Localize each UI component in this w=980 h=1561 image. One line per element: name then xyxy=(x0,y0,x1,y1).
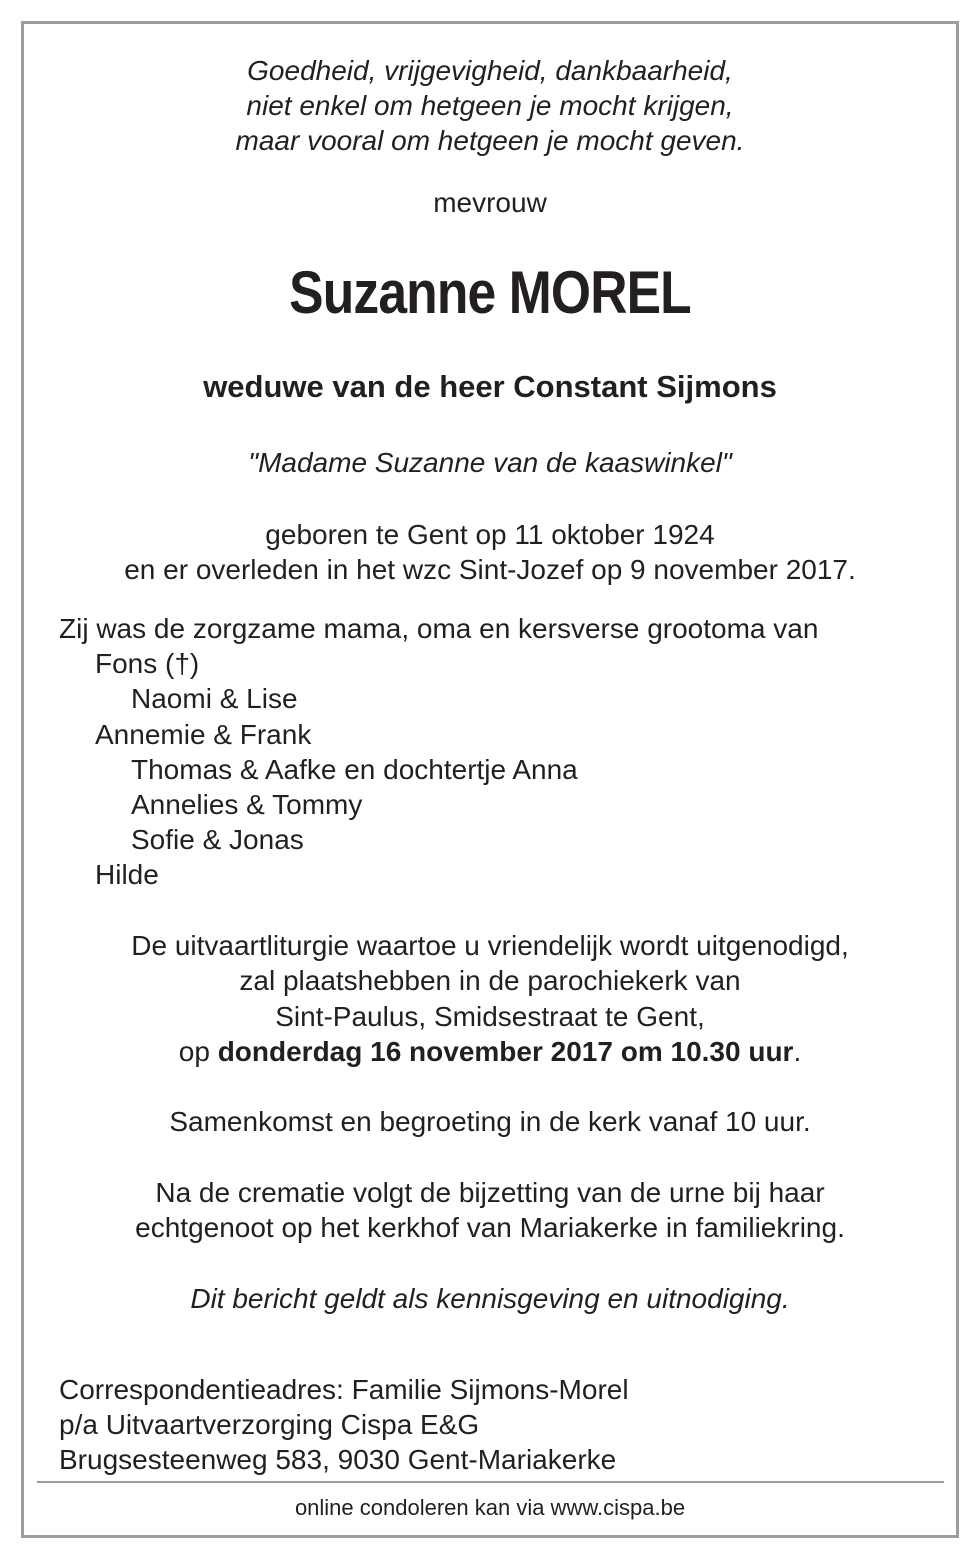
funeral-date-suffix: . xyxy=(793,1036,802,1067)
correspondence-line-2: p/a Uitvaartverzorging Cispa E&G xyxy=(59,1409,480,1440)
notice-statement: Dit bericht geldt als kennisgeving en uitnodiging. xyxy=(190,1283,790,1314)
death-line: en er overleden in het wzc Sint-Jozef op 9 november 2017. xyxy=(124,554,856,585)
funeral-line-1: De uitvaartliturgie waartoe u vriendelijk wordt uitgenodigd, xyxy=(131,930,849,961)
family-member: Annemie & Frank xyxy=(95,719,312,750)
quote-line-3: maar vooral om hetgeen je mocht geven. xyxy=(235,125,745,156)
funeral-date-prefix: op xyxy=(178,1036,218,1067)
family-member: Naomi & Lise xyxy=(131,683,298,714)
spouse-line: weduwe van de heer Constant Sijmons xyxy=(203,369,777,404)
quote-line-1: Goedheid, vrijgevigheid, dankbaarheid, xyxy=(247,55,733,86)
funeral-line-2: zal plaatshebben in de parochiekerk van xyxy=(239,965,741,996)
funeral-date-line xyxy=(0,1034,980,1070)
family-member: Fons (†) xyxy=(95,648,200,679)
footer-condolence: online condoleren kan via www.cispa.be xyxy=(294,1495,686,1520)
footer-divider xyxy=(37,1481,944,1483)
funeral-line-3: Sint-Paulus, Smidsestraat te Gent, xyxy=(275,1001,705,1032)
deceased-name: Suzanne MOREL xyxy=(289,259,691,326)
cremation-line-1: Na de crematie volgt de bijzetting van de urne bij haar xyxy=(155,1177,825,1208)
cremation-line-2: echtgenoot op het kerkhof van Mariakerke in familiekring. xyxy=(135,1212,845,1243)
family-member: Thomas & Aafke en dochtertje Anna xyxy=(131,754,578,785)
quote-line-2: niet enkel om hetgeen je mocht krijgen, xyxy=(246,90,734,121)
birth-line: geboren te Gent op 11 oktober 1924 xyxy=(265,519,715,550)
funeral-date: donderdag 16 november 2017 om 10.30 uur xyxy=(217,1036,794,1067)
salutation: mevrouw xyxy=(433,187,547,218)
family-intro: Zij was de zorgzame mama, oma en kersverse grootoma van xyxy=(59,613,819,644)
nickname: "Madame Suzanne van de kaaswinkel" xyxy=(248,447,732,478)
correspondence-line-3: Brugsesteenweg 583, 9030 Gent-Mariakerke xyxy=(59,1444,617,1475)
family-member: Hilde xyxy=(95,859,159,890)
family-member: Sofie & Jonas xyxy=(131,824,304,855)
family-member: Annelies & Tommy xyxy=(131,789,363,820)
correspondence-line-1: Correspondentieadres: Familie Sijmons-Morel xyxy=(59,1374,629,1405)
gathering: Samenkomst en begroeting in de kerk vanaf 10 uur. xyxy=(169,1106,811,1137)
